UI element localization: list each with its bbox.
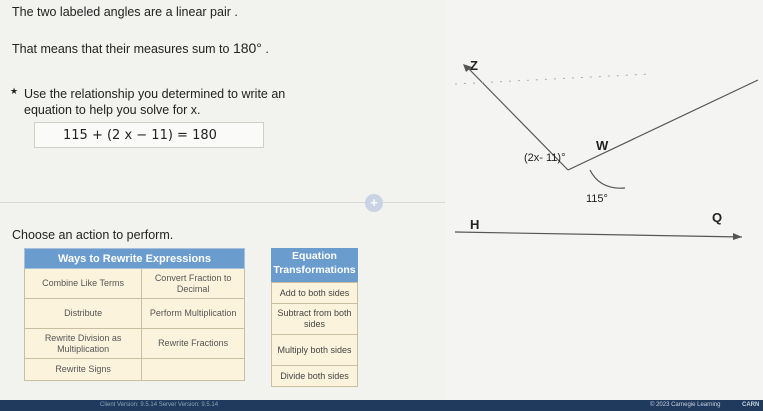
problem-statement: The two labeled angles are a linear pair . xyxy=(12,5,238,19)
ray-w xyxy=(568,80,758,170)
equation-transformations-header: Equation Transformations xyxy=(271,248,358,283)
angle-right-label: 115° xyxy=(586,193,608,205)
arrow-q-icon xyxy=(733,233,742,240)
rewrite-division-button[interactable]: Rewrite Division as Multiplication xyxy=(25,329,142,359)
measures-prefix: That means that their measures sum to xyxy=(12,42,230,56)
label-z: Z xyxy=(470,58,478,73)
instruction-text: Use the relationship you determined to write an equation to help you solve for x. xyxy=(24,87,286,117)
rewrite-fractions-button[interactable]: Rewrite Fractions xyxy=(142,329,245,359)
equation-answer-field[interactable]: 115 + (2 x − 11) = 180 xyxy=(34,122,264,148)
add-step-button[interactable]: + xyxy=(365,194,383,212)
perform-multiplication-button[interactable]: Perform Multiplication xyxy=(142,299,245,329)
distribute-button[interactable]: Distribute xyxy=(25,299,142,329)
label-q: Q xyxy=(712,210,723,225)
bullet-icon: ★ xyxy=(10,86,19,96)
rewrite-table-header: Ways to Rewrite Expressions xyxy=(25,249,245,269)
angle-arc-115 xyxy=(590,170,625,188)
measures-suffix: . xyxy=(261,42,269,56)
multiply-both-sides-button[interactable]: Multiply both sides xyxy=(271,334,358,366)
label-w: W xyxy=(596,138,609,153)
copyright-text: © 2023 Carnegie Learning xyxy=(650,402,721,408)
divide-both-sides-button[interactable]: Divide both sides xyxy=(271,365,358,387)
subtract-both-sides-button[interactable]: Subtract from both sides xyxy=(271,303,358,335)
add-both-sides-button[interactable]: Add to both sides xyxy=(271,282,358,304)
version-text: Client Version: 9.5.14 Server Version: 9.5.14 xyxy=(100,402,219,408)
line-hq xyxy=(455,232,742,237)
brand-logo: CARN xyxy=(742,402,760,408)
convert-fraction-decimal-button[interactable]: Convert Fraction to Decimal xyxy=(142,269,245,299)
label-h: H xyxy=(470,217,480,232)
footer-bar xyxy=(0,400,763,411)
rewrite-signs-button[interactable]: Rewrite Signs xyxy=(25,359,142,381)
combine-like-terms-button[interactable]: Combine Like Terms xyxy=(25,269,142,299)
angle-left-label: (2x- 11)° xyxy=(524,152,566,164)
measures-value: 180° xyxy=(232,40,262,56)
action-prompt: Choose an action to perform. xyxy=(12,228,174,242)
